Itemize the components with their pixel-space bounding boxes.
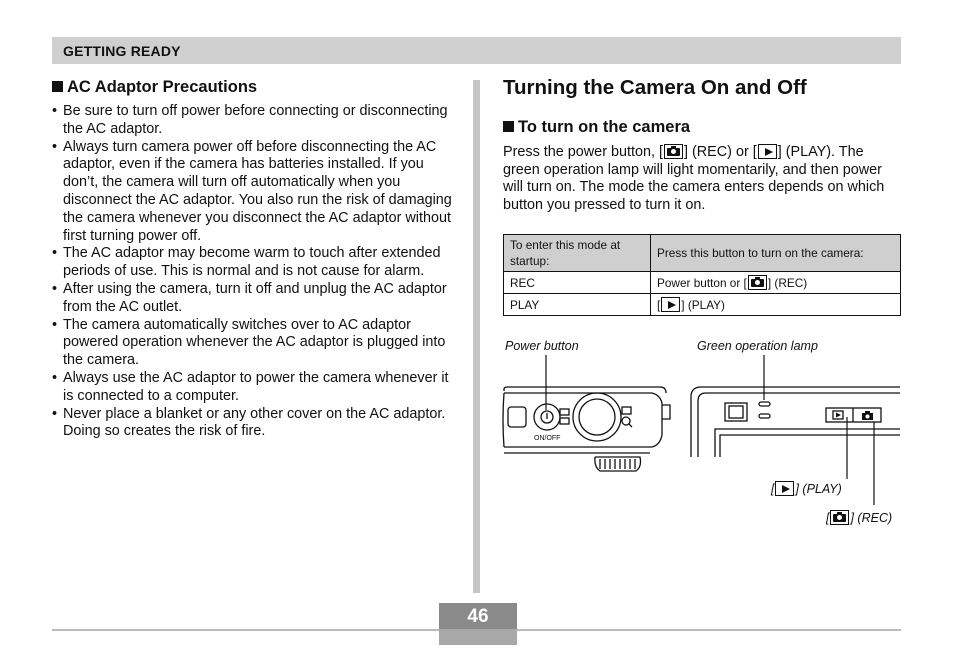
square-bullet-icon bbox=[503, 121, 514, 132]
green-lamp-drawing bbox=[759, 402, 770, 406]
ac-adaptor-section bbox=[52, 78, 452, 441]
table-header-row bbox=[504, 235, 901, 272]
list-item: • After using the camera, turn it off and unplug the AC adaptor from the AC outlet. bbox=[52, 281, 452, 317]
page-number: 46 bbox=[467, 606, 489, 627]
section-header: GETTING READY bbox=[63, 43, 181, 59]
table-header-mode: To enter this mode at startup: bbox=[504, 235, 651, 272]
table-row bbox=[504, 272, 901, 294]
camera-top-outline bbox=[504, 387, 666, 393]
table-row bbox=[504, 294, 901, 316]
list-item: • The camera automatically switches over to AC adaptor powered operation whenever the AC adaptor is plugged into the camera. bbox=[52, 317, 452, 370]
green-lamp-label: Green operation lamp bbox=[697, 339, 818, 353]
play-button-label: [ ] (PLAY) bbox=[771, 482, 842, 496]
list-item: • Always use the AC adaptor to power the camera whenever it is connected to a computer. bbox=[52, 370, 452, 406]
table-cell-button: Power button or [ ] (REC) bbox=[651, 272, 901, 294]
power-button-label: Power button bbox=[505, 339, 579, 353]
table-cell-button: [ ] (PLAY) bbox=[651, 294, 901, 316]
table-cell-mode: PLAY bbox=[504, 294, 651, 316]
camera-icon bbox=[664, 144, 683, 159]
list-item: • Never place a blanket or any other cover on the AC adaptor. Doing so creates the risk of fire. bbox=[52, 406, 452, 442]
play-icon bbox=[661, 297, 680, 312]
onoff-label: ON/OFF bbox=[534, 435, 561, 442]
camera-illustration bbox=[500, 355, 905, 525]
list-item: • Always turn camera power off before disconnecting the AC adaptor, even if the camera has batteries installed. If you don’t, the camera will turn off automatically when you disconnect the AC adaptor. You also run the risk of damaging the camera whenever you disconnect the AC adaptor without first turning power off. bbox=[52, 139, 452, 246]
camera-icon bbox=[748, 275, 767, 290]
list-item: • Be sure to turn off power before connecting or disconnecting the AC adaptor. bbox=[52, 103, 452, 139]
subsection-heading: To turn on the camera bbox=[503, 118, 690, 137]
page-title: Turning the Camera On and Off bbox=[503, 76, 807, 99]
rec-button-label: [ ] (REC) bbox=[826, 511, 893, 525]
table-cell-mode: REC bbox=[504, 272, 651, 294]
startup-mode-table bbox=[503, 234, 901, 316]
column-divider bbox=[473, 80, 480, 593]
section-heading: AC Adaptor Precautions bbox=[52, 78, 452, 97]
precautions-list bbox=[52, 103, 452, 441]
play-icon bbox=[758, 144, 777, 159]
list-item: • The AC adaptor may become warm to touch after extended periods of use. This is normal and is not cause for alarm. bbox=[52, 245, 452, 281]
section-header-bar bbox=[52, 37, 901, 64]
table-header-button: Press this button to turn on the camera: bbox=[651, 235, 901, 272]
instruction-paragraph: Press the power button, [ ] (REC) or [ ] (PLAY). The green operation lamp will light momentarily, and then power will turn on. The mode the camera enters depends on which button you pressed to turn it on. bbox=[503, 144, 885, 213]
page-number-box bbox=[439, 603, 517, 645]
square-bullet-icon bbox=[52, 81, 63, 92]
